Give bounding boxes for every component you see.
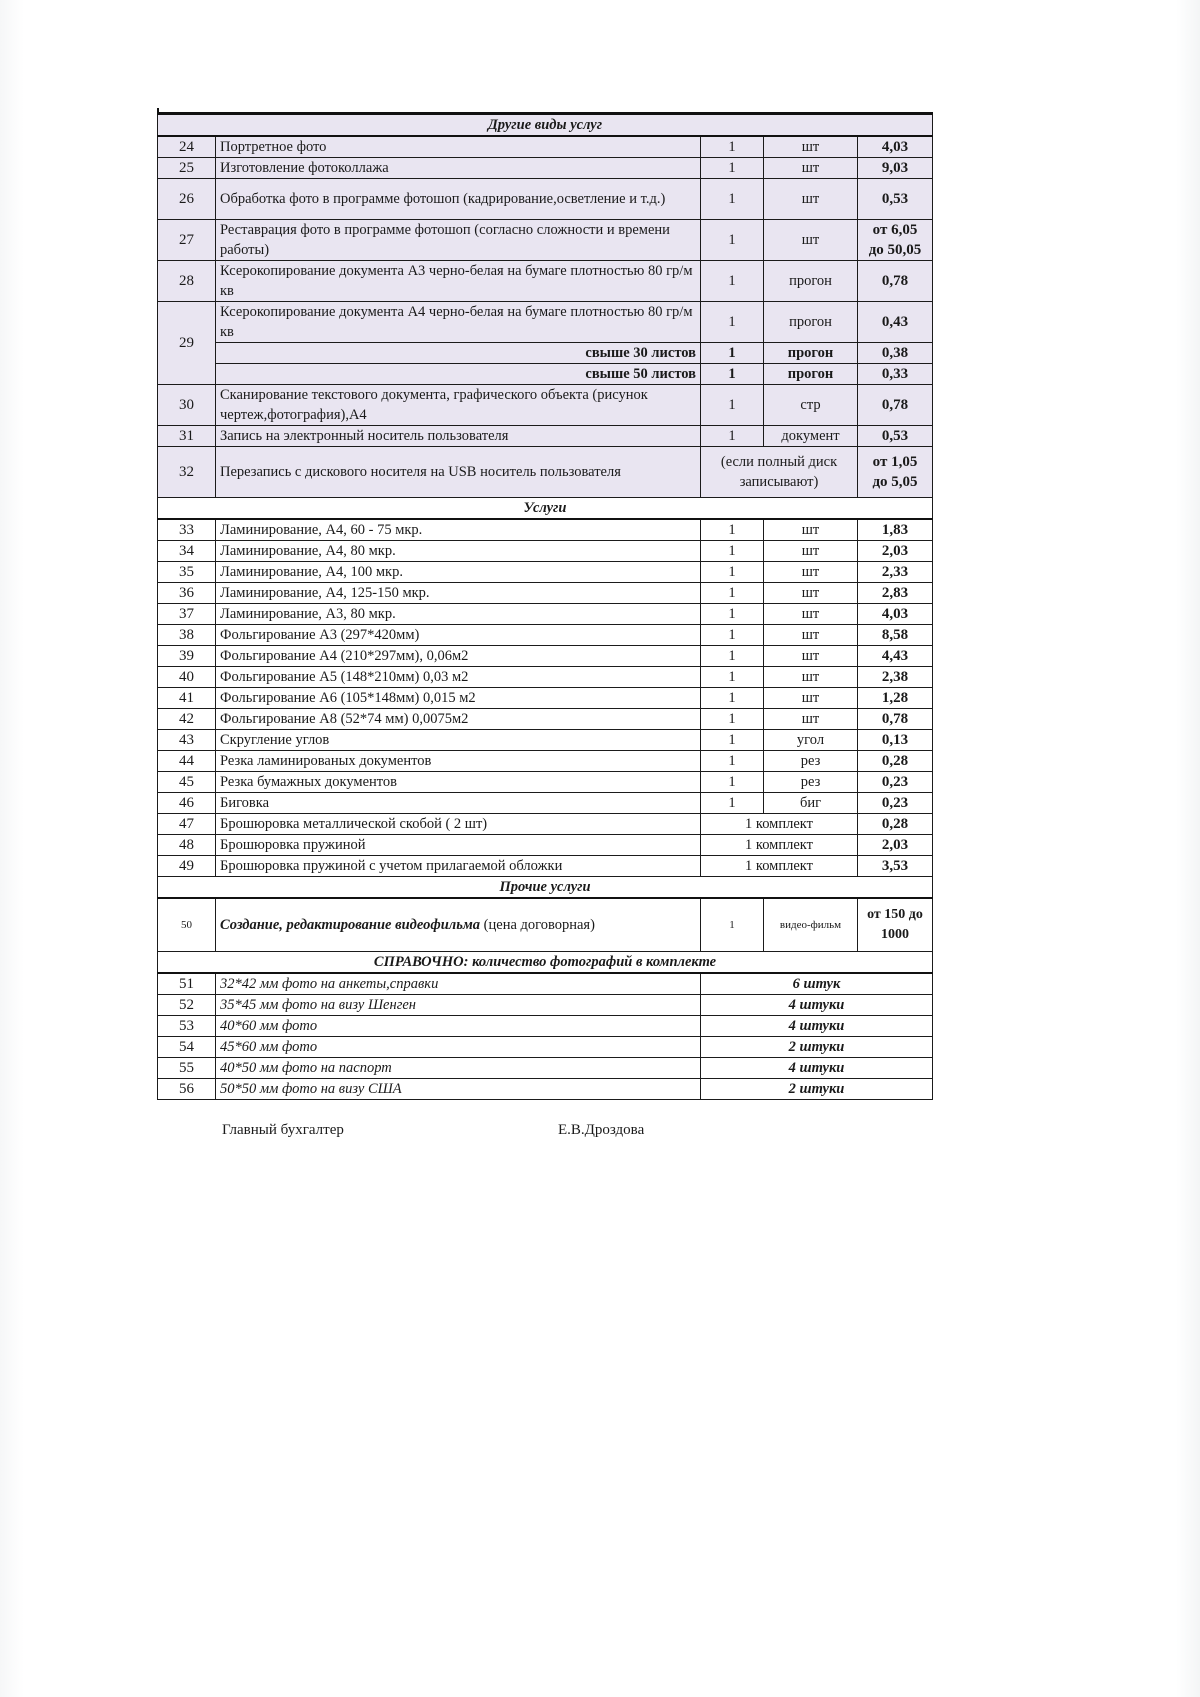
row-number: 29 — [158, 302, 216, 385]
unit: документ — [764, 426, 858, 447]
row-number: 26 — [158, 179, 216, 220]
price: 2,03 — [858, 541, 933, 562]
unit: шт — [764, 688, 858, 709]
quantity: 1 — [701, 604, 764, 625]
unit: шт — [764, 220, 858, 261]
price-from: от 1,05 — [872, 454, 918, 470]
section-header-row — [158, 877, 933, 899]
service-name: Обработка фото в программе фотошоп (кадрирование,осветление и т.д.) — [216, 179, 701, 220]
quantity: 1 — [701, 562, 764, 583]
quantity: 1 — [701, 625, 764, 646]
service-name — [216, 898, 701, 952]
unit: видео-фильм — [764, 898, 858, 952]
unit: шт — [764, 519, 858, 541]
photo-format: 45*60 мм фото — [216, 1037, 701, 1058]
price: 0,33 — [858, 364, 933, 385]
service-name: Реставрация фото в программе фотошоп (согласно сложности и времени работы) — [216, 220, 701, 261]
quantity: 1 — [701, 364, 764, 385]
service-name: Брошюровка пружиной — [216, 835, 701, 856]
table-row — [158, 709, 933, 730]
price: 4,03 — [858, 136, 933, 158]
row-number: 30 — [158, 385, 216, 426]
table-row — [158, 898, 933, 952]
price-to: до 50,05 — [868, 242, 922, 258]
row-number: 45 — [158, 772, 216, 793]
quantity: 1 — [701, 343, 764, 364]
table-row — [158, 541, 933, 562]
unit: шт — [764, 541, 858, 562]
price: 3,53 — [858, 856, 933, 877]
quantity: 1 — [701, 583, 764, 604]
row-number: 49 — [158, 856, 216, 877]
reference-rows — [158, 973, 933, 1100]
row-number: 35 — [158, 562, 216, 583]
unit: шт — [764, 646, 858, 667]
unit: шт — [764, 583, 858, 604]
price-to: 1000 — [881, 927, 909, 942]
unit: угол — [764, 730, 858, 751]
service-name: Биговка — [216, 793, 701, 814]
table-row — [158, 973, 933, 995]
row-number: 27 — [158, 220, 216, 261]
quantity: 1 — [701, 261, 764, 302]
price: 0,53 — [858, 426, 933, 447]
row-number: 51 — [158, 973, 216, 995]
row-number: 36 — [158, 583, 216, 604]
row-number: 31 — [158, 426, 216, 447]
service-name: Ламинирование, А4, 80 мкр. — [216, 541, 701, 562]
unit: стр — [764, 385, 858, 426]
row-number: 56 — [158, 1079, 216, 1100]
table-row — [158, 519, 933, 541]
row-number: 33 — [158, 519, 216, 541]
unit: биг — [764, 793, 858, 814]
price: 2,03 — [858, 835, 933, 856]
table-row — [158, 158, 933, 179]
price: 0,43 — [858, 302, 933, 343]
services-rows — [158, 519, 933, 877]
service-name: Брошюровка пружиной с учетом прилагаемой обложки — [216, 856, 701, 877]
price-to: до 5,05 — [872, 474, 918, 490]
row-number: 32 — [158, 447, 216, 498]
row-number: 48 — [158, 835, 216, 856]
service-name: Ламинирование, А4, 100 мкр. — [216, 562, 701, 583]
service-name: Ксерокопирование документа А4 черно-белая на бумаге плотностью 80 гр/м кв — [216, 302, 701, 343]
row-number: 38 — [158, 625, 216, 646]
unit: шт — [764, 158, 858, 179]
service-name: Резка ламинированых документов — [216, 751, 701, 772]
price: 2,83 — [858, 583, 933, 604]
signatory-name: Е.В.Дроздова — [558, 1122, 645, 1138]
quantity: 1 — [701, 302, 764, 343]
quantity: 1 — [701, 220, 764, 261]
table-row — [158, 814, 933, 835]
quantity: 1 — [701, 385, 764, 426]
row-number: 53 — [158, 1016, 216, 1037]
quantity: 1 — [701, 688, 764, 709]
row-number: 54 — [158, 1037, 216, 1058]
table-row — [158, 772, 933, 793]
service-name: Фольгирование А8 (52*74 мм) 0,0075м2 — [216, 709, 701, 730]
photo-format: 40*50 мм фото на паспорт — [216, 1058, 701, 1079]
quantity-unit: 1 комплект — [701, 835, 858, 856]
price: 0,38 — [858, 343, 933, 364]
unit: прогон — [764, 364, 858, 385]
service-name: Фольгирование А6 (105*148мм) 0,015 м2 — [216, 688, 701, 709]
price: 0,78 — [858, 385, 933, 426]
quantity: 1 — [701, 426, 764, 447]
table-row — [158, 447, 933, 498]
quantity: 1 — [701, 136, 764, 158]
price-from: от 150 до — [867, 907, 923, 922]
photo-count: 4 штуки — [701, 995, 933, 1016]
service-name: Изготовление фотоколлажа — [216, 158, 701, 179]
row-number: 41 — [158, 688, 216, 709]
condition-note: (если полный диск записывают) — [701, 447, 858, 498]
quantity: 1 — [701, 772, 764, 793]
unit: прогон — [764, 261, 858, 302]
service-name: Сканирование текстового документа, графического объекта (рисунок чертеж,фотография),А4 — [216, 385, 701, 426]
row-number: 25 — [158, 158, 216, 179]
table-row — [158, 220, 933, 261]
table-row — [158, 667, 933, 688]
table-row — [158, 995, 933, 1016]
table-row — [158, 136, 933, 158]
price: 0,23 — [858, 772, 933, 793]
table-row — [158, 835, 933, 856]
service-name: Резка бумажных документов — [216, 772, 701, 793]
section-header-row — [158, 952, 933, 974]
service-name: Ламинирование, А4, 125-150 мкр. — [216, 583, 701, 604]
quantity: 1 — [701, 646, 764, 667]
price: 0,28 — [858, 814, 933, 835]
table-row — [158, 1058, 933, 1079]
service-name: Перезапись с дискового носителя на USB носитель пользователя — [216, 447, 701, 498]
table-row — [158, 302, 933, 343]
row-number: 40 — [158, 667, 216, 688]
section-reference — [158, 952, 933, 974]
table-row — [158, 1037, 933, 1058]
row-number: 46 — [158, 793, 216, 814]
price: 2,33 — [858, 562, 933, 583]
section-header-row — [158, 114, 933, 137]
unit: шт — [764, 604, 858, 625]
quantity: 1 — [701, 751, 764, 772]
unit: прогон — [764, 343, 858, 364]
row-number: 43 — [158, 730, 216, 751]
photo-count: 4 штуки — [701, 1058, 933, 1079]
row-number: 47 — [158, 814, 216, 835]
table-row — [158, 688, 933, 709]
photo-format: 40*60 мм фото — [216, 1016, 701, 1037]
section-header-reference: СПРАВОЧНО: количество фотографий в комплекте — [158, 952, 933, 974]
quantity: 1 — [701, 667, 764, 688]
signatory-role: Главный бухгалтер — [222, 1122, 344, 1138]
table-row — [158, 426, 933, 447]
price: 9,03 — [858, 158, 933, 179]
table-row — [158, 261, 933, 302]
section-other-services — [158, 114, 933, 498]
price-list-table — [157, 112, 933, 1100]
service-name: Запись на электронный носитель пользователя — [216, 426, 701, 447]
unit: шт — [764, 709, 858, 730]
volume-tier-label: свыше 30 листов — [216, 343, 701, 364]
quantity: 1 — [701, 541, 764, 562]
unit: шт — [764, 562, 858, 583]
price: 0,78 — [858, 261, 933, 302]
section-header-row — [158, 498, 933, 520]
photo-format: 35*45 мм фото на визу Шенген — [216, 995, 701, 1016]
section-misc-services — [158, 877, 933, 952]
section-services — [158, 498, 933, 520]
price: 0,78 — [858, 709, 933, 730]
price: 8,58 — [858, 625, 933, 646]
table-row — [158, 730, 933, 751]
service-name: Ламинирование, А4, 60 - 75 мкр. — [216, 519, 701, 541]
row-number: 55 — [158, 1058, 216, 1079]
quantity: 1 — [701, 709, 764, 730]
table-row — [158, 385, 933, 426]
service-name: Фольгирование А5 (148*210мм) 0,03 м2 — [216, 667, 701, 688]
table-row — [158, 1079, 933, 1100]
row-number: 52 — [158, 995, 216, 1016]
photo-count: 4 штуки — [701, 1016, 933, 1037]
unit: шт — [764, 136, 858, 158]
service-name-main: Создание, редактирование видеофильма — [220, 917, 481, 933]
row-number: 44 — [158, 751, 216, 772]
table-row — [158, 856, 933, 877]
photo-format: 50*50 мм фото на визу США — [216, 1079, 701, 1100]
price: 0,53 — [858, 179, 933, 220]
table-row — [158, 793, 933, 814]
section-header-services: Услуги — [158, 498, 933, 520]
price: 2,38 — [858, 667, 933, 688]
service-name: Ламинирование, А3, 80 мкр. — [216, 604, 701, 625]
quantity: 1 — [701, 730, 764, 751]
quantity: 1 — [701, 898, 764, 952]
unit: рез — [764, 751, 858, 772]
section-header-other-services: Другие виды услуг — [158, 114, 933, 137]
unit: шт — [764, 179, 858, 220]
volume-tier-label: свыше 50 листов — [216, 364, 701, 385]
row-number: 42 — [158, 709, 216, 730]
price-range — [858, 898, 933, 952]
service-name: Ксерокопирование документа А3 черно-белая на бумаге плотностью 80 гр/м кв — [216, 261, 701, 302]
service-name-note: (цена договорная) — [480, 917, 595, 933]
quantity: 1 — [701, 179, 764, 220]
section-header-misc-services: Прочие услуги — [158, 877, 933, 899]
quantity: 1 — [701, 793, 764, 814]
quantity-unit: 1 комплект — [701, 856, 858, 877]
table-row — [158, 604, 933, 625]
unit: шт — [764, 667, 858, 688]
photo-format: 32*42 мм фото на анкеты,справки — [216, 973, 701, 995]
table-subrow — [158, 343, 933, 364]
price: 0,23 — [858, 793, 933, 814]
service-name: Фольгирование А4 (210*297мм), 0,06м2 — [216, 646, 701, 667]
service-name: Портретное фото — [216, 136, 701, 158]
table-row — [158, 625, 933, 646]
row-number: 34 — [158, 541, 216, 562]
row-number: 37 — [158, 604, 216, 625]
row-number: 50 — [158, 898, 216, 952]
service-name: Брошюровка металлической скобой ( 2 шт) — [216, 814, 701, 835]
table-row — [158, 583, 933, 604]
quantity-unit: 1 комплект — [701, 814, 858, 835]
table-row — [158, 646, 933, 667]
unit: рез — [764, 772, 858, 793]
row-number: 39 — [158, 646, 216, 667]
price: 0,13 — [858, 730, 933, 751]
unit: прогон — [764, 302, 858, 343]
photo-count: 2 штуки — [701, 1037, 933, 1058]
quantity: 1 — [701, 519, 764, 541]
row-number: 24 — [158, 136, 216, 158]
photo-count: 2 штуки — [701, 1079, 933, 1100]
price: 0,28 — [858, 751, 933, 772]
service-name: Скругление углов — [216, 730, 701, 751]
price-from: от 6,05 — [872, 222, 918, 238]
table-row — [158, 179, 933, 220]
price: 4,03 — [858, 604, 933, 625]
price-range — [858, 447, 933, 498]
quantity: 1 — [701, 158, 764, 179]
price: 1,83 — [858, 519, 933, 541]
table-row — [158, 562, 933, 583]
service-name: Фольгирование А3 (297*420мм) — [216, 625, 701, 646]
unit: шт — [764, 625, 858, 646]
table-subrow — [158, 364, 933, 385]
price-range — [858, 220, 933, 261]
price: 4,43 — [858, 646, 933, 667]
photo-count: 6 штук — [701, 973, 933, 995]
row-number: 28 — [158, 261, 216, 302]
price: 1,28 — [858, 688, 933, 709]
table-row — [158, 751, 933, 772]
table-row — [158, 1016, 933, 1037]
